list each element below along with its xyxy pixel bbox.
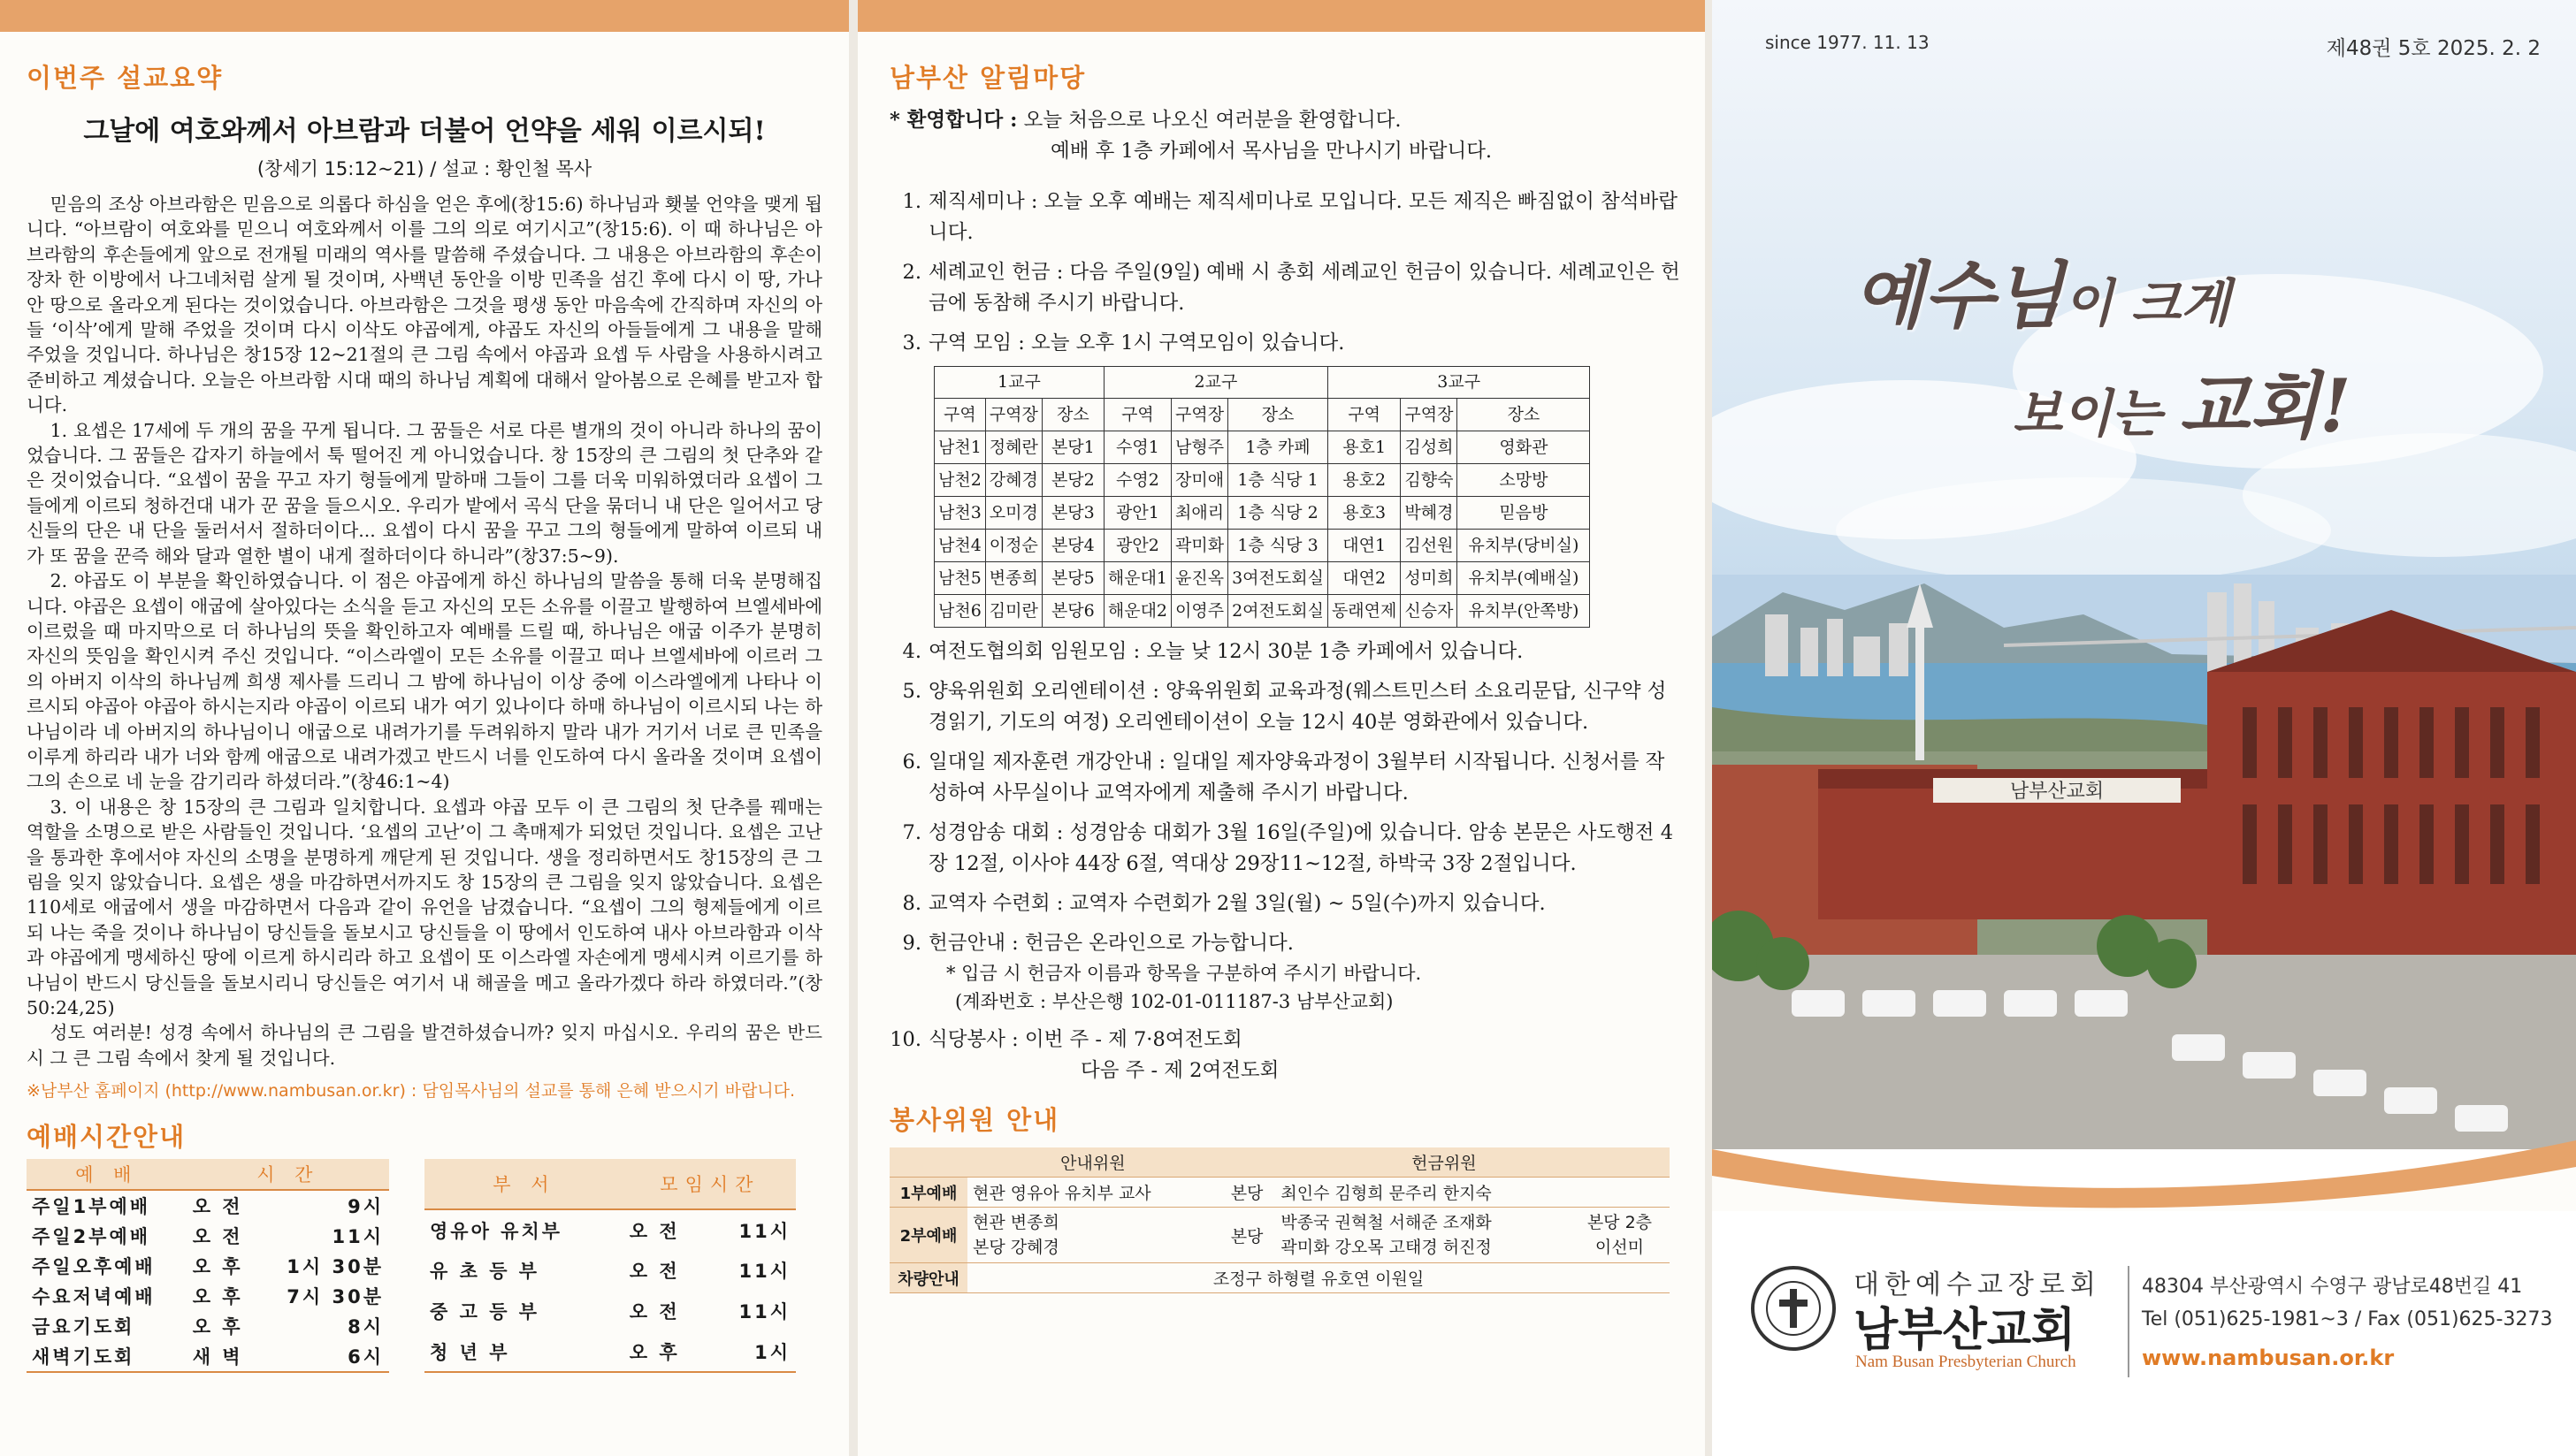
offering-names: 곽미화 강오목 고태경 허진정 <box>1280 1238 1492 1257</box>
column-header: 구역장 <box>1172 399 1228 431</box>
table-row <box>424 1250 796 1291</box>
sermon-paragraph: 1. 요셉은 17세에 두 개의 꿈을 꾸게 됩니다. 그 꿈들은 서로 다른 별개의 것이 아니라 하나의 꿈이었습니다. 그 꿈들은 갑자기 하늘에서 툭 떨어진 게 아니었습니다. 창 15장의 큰 그림의 첫 단추와 같은 것이었습니다. “요셉이 꿈을 꾸고 자기 형들에게 말하매 그들이 그를 더욱 미워하였더라 요셉이 그들에게 이르되 청하건대 내가 꾼 꿈을 들으시오. 우리가 밭에서 곡식 단을 묶더니 내 단은 일어서고 당신들의 단은 내 단을 둘러서서 절하더이다... 요셉이 다시 꿈을 꾸고 그의 형들에게 말하여 이르되 내가 또 꿈을 꾼즉 해와 달과 열한 별이 내게 절하더이다 하니라”(창37:5~9). <box>27 419 822 567</box>
table-cell: 곽미화 <box>1172 530 1228 562</box>
usher-names: 본당 강혜경 <box>973 1238 1059 1257</box>
column-header: 구역 <box>1327 399 1400 431</box>
church-phone: Tel (051)625-1981~3 / Fax (051)625-3273 <box>2142 1308 2553 1330</box>
notice-text: 교역자 수련회가 2월 3일(월) ~ 5일(수)까지 있습니다. <box>1069 892 1546 915</box>
notice-item <box>890 676 1680 738</box>
offering-extra: 본당 2층 <box>1586 1213 1653 1232</box>
notice-text: 성경암송 대회가 3월 16일(주일)에 있습니다. 암송 본문은 사도행전 4장 12절, 이사야 44장 6절, 역대상 29장11~12절, 하박국 3장 2절입니다. <box>929 821 1674 875</box>
table-cell: 광안2 <box>1104 530 1171 562</box>
table-cell: 수영2 <box>1104 464 1171 497</box>
slogan-line-2 <box>2013 349 2351 453</box>
table-cell: 남천3 <box>935 497 986 530</box>
top-color-band <box>0 0 849 32</box>
table-header: 부 서 <box>424 1159 624 1209</box>
table-row <box>424 1291 796 1331</box>
department-time: 11시 <box>738 1261 791 1283</box>
table-cell: 신승자 <box>1401 595 1457 628</box>
issue-date: 제48권 5호 2025. 2. 2 <box>2326 37 2541 60</box>
row-label: 2부예배 <box>890 1208 967 1263</box>
notice-number: 7. <box>902 821 921 844</box>
notice-number: 1. <box>902 190 921 213</box>
column-header: 구역장 <box>1401 399 1457 431</box>
welcome-notice <box>890 105 1680 167</box>
notice-label: 일대일 제자훈련 개강안내 : <box>929 751 1166 774</box>
table-cell: 유치부(당비실) <box>1457 530 1590 562</box>
fold-line <box>849 0 858 1456</box>
column-header: 구역 <box>935 399 986 431</box>
servers-section-title: 봉사위원 안내 <box>890 1105 1060 1135</box>
department-name: 영유아 유치부 <box>430 1220 563 1242</box>
table-cell: 본당5 <box>1042 562 1104 595</box>
table-cell: 남천1 <box>935 431 986 464</box>
table-cell: 박혜경 <box>1401 497 1457 530</box>
sermon-reference: (창세기 15:12~21) / 설교 : 황인철 목사 <box>256 158 592 179</box>
notice-label: 세례교인 헌금 : <box>929 261 1064 284</box>
usher-names: 현관 영유아 유치부 교사 <box>967 1178 1219 1208</box>
column-header: 장소 <box>1228 399 1328 431</box>
offering-note: * 입금 시 헌금자 이름과 항목을 구분하여 주시기 바랍니다. <box>946 963 1422 984</box>
notice-number: 10. <box>890 1028 921 1051</box>
worship-section-title: 예배시간안내 <box>27 1122 187 1153</box>
table-cell: 김선원 <box>1401 530 1457 562</box>
notice-label: 성경암송 대회 : <box>929 821 1064 844</box>
sermon-paragraph: 믿음의 조상 아브라함은 믿음으로 의롭다 하심을 얻은 후에(창15:6) 하나님과 횃불 언약을 맺게 됩니다. “아브람이 여호와를 믿으니 여호와께서 이를 그의 의로 여기시고”(창15:6). 이 때 하나님은 아브라함의 후손들에게 앞으로 전개될 미래의 역사를 말씀해 주셨습니다. 그 내용은 아브라함의 후손이 장차 한 이방에서 나그네처럼 살게 될 것이며, 사백년 동안을 이방 민족을 섬긴 후에 다시 이 땅, 가나안 땅으로 올라오게 된다는 것이었습니다. 아브라함은 그것을 평생 동안 마음속에 간직하며 자신의 아들 ‘이삭’에게 말해 주었을 것이며 다시 이삭도 야곱에게, 야곱도 자신의 아들들에게 그 내용을 말해 주었을 것입니다. 하나님은 창15장 12~21절의 큰 그림 속에서 야곱과 요셉 두 사람을 사용하시려고 준비하고 계셨습니다. 오늘은 아브라함 시대 때의 하나님 계획에 대해서 알아봄으로 은혜를 받고자 합니다. <box>27 194 822 416</box>
usher-names: 현관 변종희 <box>973 1213 1059 1232</box>
parish-header: 3교구 <box>1327 367 1589 399</box>
notices-list <box>890 105 1680 1086</box>
notice-item <box>890 328 1680 359</box>
table-cell: 수영1 <box>1104 431 1171 464</box>
service-period: 오 후 <box>192 1316 243 1338</box>
notices-section-title: 남부산 알림마당 <box>890 63 1087 93</box>
service-time: 11시 <box>332 1226 384 1248</box>
kitchen-next-week: 다음 주 - 제 2여전도회 <box>1081 1059 1280 1082</box>
notice-text: 양육위원회 교육과정(웨스트민스터 소요리문답, 신구약 성경읽기, 기도의 여정) 오리엔테이션이 오늘 12시 40분 영화관에서 있습니다. <box>929 680 1667 734</box>
table-cell: 영화관 <box>1457 431 1590 464</box>
notice-text: 다음 주일(9일) 예배 시 총회 세례교인 헌금이 있습니다. 세례교인은 헌금에 동참해 주시기 바랍니다. <box>929 261 1680 315</box>
table-row <box>935 530 1590 562</box>
table-cell: 유치부(예배실) <box>1457 562 1590 595</box>
slogan-text: 이 크게 <box>2063 273 2230 333</box>
parish-header: 2교구 <box>1104 367 1327 399</box>
notice-number: 4. <box>902 640 921 663</box>
department-name: 중 고 등 부 <box>430 1301 540 1323</box>
table-row <box>27 1311 389 1341</box>
department-period: 오 전 <box>629 1301 680 1323</box>
table-header: 모임시간 <box>624 1159 796 1209</box>
table-cell: 김향숙 <box>1401 464 1457 497</box>
church-website[interactable]: www.nambusan.or.kr <box>2142 1345 2395 1370</box>
table-cell: 1층 식당 3 <box>1228 530 1328 562</box>
church-seal-icon <box>1749 1264 1838 1353</box>
notice-label: 식당봉사 : <box>929 1028 1019 1051</box>
table-row <box>890 1178 1670 1208</box>
welcome-text-2: 예배 후 1층 카페에서 목사님을 만나시기 바랍니다. <box>1051 140 1493 163</box>
department-name: 유 초 등 부 <box>430 1261 540 1283</box>
table-cell: 3여전도회실 <box>1228 562 1328 595</box>
table-cell: 본당2 <box>1042 464 1104 497</box>
notice-item <box>890 818 1680 880</box>
table-cell: 대연2 <box>1327 562 1400 595</box>
table-cell: 정혜란 <box>985 431 1042 464</box>
parish-header: 1교구 <box>935 367 1105 399</box>
offering-place: 본당 <box>1219 1178 1276 1208</box>
table-row <box>935 595 1590 628</box>
notice-number: 8. <box>902 892 921 915</box>
service-period: 오 전 <box>192 1226 243 1248</box>
service-name: 주일2부예배 <box>32 1226 151 1248</box>
table-cell: 해운대1 <box>1104 562 1171 595</box>
sermon-section-title: 이번주 설교요약 <box>27 63 224 93</box>
table-row <box>27 1221 389 1251</box>
service-time: 6시 <box>260 1341 389 1372</box>
worship-time-table <box>27 1159 389 1373</box>
table-cell: 광안1 <box>1104 497 1171 530</box>
slogan-emphasis: 예수님 <box>1854 254 2064 339</box>
notice-number: 2. <box>902 261 921 284</box>
sermon-column <box>0 32 849 1456</box>
welcome-label: * 환영합니다 : <box>890 109 1018 132</box>
table-cell: 오미경 <box>985 497 1042 530</box>
table-cell: 동래연제 <box>1327 595 1400 628</box>
department-time: 11시 <box>738 1220 791 1242</box>
slogan-emphasis: 교회! <box>2179 364 2351 449</box>
servers-table <box>890 1147 1670 1293</box>
service-name: 주일1부예배 <box>32 1196 151 1218</box>
bank-account: (계좌번호 : 부산은행 102-01-011187-3 남부산교회) <box>955 991 1394 1012</box>
notice-label: 구역 모임 : <box>929 332 1025 354</box>
row-label: 차량안내 <box>890 1263 967 1293</box>
notice-label: 교역자 수련회 : <box>929 892 1064 915</box>
homepage-note: ※남부산 홈페이지 (http://www.nambusan.or.kr) : 담임목사님의 설교를 통해 은혜 받으시기 바랍니다. <box>27 1081 796 1102</box>
table-cell: 용호1 <box>1327 431 1400 464</box>
table-cell: 2여전도회실 <box>1228 595 1328 628</box>
church-name-english: Nam Busan Presbyterian Church <box>1855 1353 2076 1371</box>
notice-text: 오늘 오후 1시 구역모임이 있습니다. <box>1030 332 1345 354</box>
building-sign: 남부산교회 <box>2009 781 2105 803</box>
table-cell: 본당1 <box>1042 431 1104 464</box>
notice-text: 이번 주 - 제 7·8여전도회 <box>1024 1028 1242 1051</box>
table-cell: 용호3 <box>1327 497 1400 530</box>
sermon-paragraph: 성도 여러분! 성경 속에서 하나님의 큰 그림을 발견하셨습니까? 잊지 마십시오. 우리의 꿈은 반드시 그 큰 그림 속에서 찾게 될 것입니다. <box>27 1022 822 1069</box>
worship-tables <box>27 1159 822 1373</box>
table-row <box>27 1281 389 1311</box>
table-cell: 이정순 <box>985 530 1042 562</box>
table-cell: 대연1 <box>1327 530 1400 562</box>
table-cell: 변종희 <box>985 562 1042 595</box>
table-cell: 김미란 <box>985 595 1042 628</box>
notice-item <box>890 257 1680 319</box>
service-name: 주일오후예배 <box>32 1256 156 1278</box>
notice-number: 9. <box>902 932 921 955</box>
top-color-band <box>856 0 1712 32</box>
table-cell: 장미애 <box>1172 464 1228 497</box>
row-label: 1부예배 <box>890 1178 967 1208</box>
table-cell: 해운대2 <box>1104 595 1171 628</box>
table-row <box>935 562 1590 595</box>
department-period: 오 전 <box>629 1220 680 1242</box>
sermon-paragraph: 3. 이 내용은 창 15장의 큰 그림과 일치합니다. 요셉과 야곱 모두 이 큰 그림의 첫 단추를 꿰매는 역할을 소명으로 받은 사람들인 것입니다. ‘요셉의 고난’이 그 촉매제가 되었던 것입니다. 요셉은 고난을 통과한 후에서야 자신의 소명을 분명하게 깨닫게 된 것입니다. 생을 정리하면서도 창15장의 큰 그림을 잊지 않았습니다. 요셉은 생을 마감하면서까지도 창 15장의 큰 그림을 잊지 않았습니다. 요셉은 110세로 애굽에서 생을 마감하면서 다음과 같이 유언을 남겼습니다. “요셉이 그의 형제들에게 이르되 나는 죽을 것이나 하나님이 당신들을 돌보시고 당신들을 이 땅에서 인도하여 내사 아브라함과 이삭과 야곱에게 맹세하신 땅에 이르게 하시리라 하고 요셉이 또 이스라엘 자손에게 맹세시켜 이르기를 하나님이 반드시 당신들을 돌보시리니 당신들은 여기서 내 해골을 메고 올라가겠다 하라 하였더라.”(창50:24,25) <box>27 796 822 1018</box>
table-cell: 본당6 <box>1042 595 1104 628</box>
table-row <box>27 1341 389 1372</box>
table-cell: 남형주 <box>1172 431 1228 464</box>
table-row <box>935 431 1590 464</box>
notice-text: 일대일 제자양육과정이 3월부터 시작됩니다. 신청서를 작성하여 사무실이나 교역자에게 제출해 주시기 바랍니다. <box>929 751 1665 804</box>
table-row <box>27 1251 389 1281</box>
table-header: 시 간 <box>187 1159 389 1190</box>
table-cell: 윤진옥 <box>1172 562 1228 595</box>
table-row <box>890 1208 1670 1263</box>
notice-number: 5. <box>902 680 921 703</box>
notice-item <box>890 888 1680 919</box>
church-footer <box>1712 1185 2576 1456</box>
table-cell: 소망방 <box>1457 464 1590 497</box>
table-header: 헌금위원 <box>1219 1147 1670 1178</box>
service-name: 수요저녁예배 <box>32 1286 156 1308</box>
notice-label: 여전도협의회 임원모임 : <box>929 640 1141 663</box>
table-header <box>890 1147 967 1178</box>
service-name: 새벽기도회 <box>27 1341 187 1372</box>
service-period: 새 벽 <box>187 1341 261 1372</box>
table-cell: 남천5 <box>935 562 986 595</box>
column-header: 구역장 <box>985 399 1042 431</box>
table-row <box>27 1190 389 1221</box>
service-time: 9시 <box>348 1196 384 1218</box>
offering-names: 박종국 권혁철 서해준 조재화 <box>1280 1213 1492 1232</box>
church-name: 남부산교회 <box>1854 1304 2076 1357</box>
service-period: 오 후 <box>192 1256 243 1278</box>
sermon-title: 그날에 여호와께서 아브람과 더불어 언약을 세워 이르시되! <box>83 116 766 147</box>
table-cell: 김성희 <box>1401 431 1457 464</box>
divider <box>2128 1266 2129 1377</box>
notice-item <box>890 187 1680 248</box>
table-cell: 믿음방 <box>1457 497 1590 530</box>
table-cell: 1층 식당 1 <box>1228 464 1328 497</box>
department-name: 청 년 부 <box>424 1331 624 1372</box>
table-cell: 성미희 <box>1401 562 1457 595</box>
table-cell: 용호2 <box>1327 464 1400 497</box>
service-period: 오 전 <box>192 1196 243 1218</box>
service-name: 금요기도회 <box>32 1316 135 1338</box>
table-cell: 1층 식당 2 <box>1228 497 1328 530</box>
column-header: 장소 <box>1457 399 1590 431</box>
table-row <box>890 1263 1670 1293</box>
offering-extra: 이선미 <box>1594 1238 1644 1257</box>
table-row <box>935 464 1590 497</box>
department-time: 11시 <box>738 1301 791 1323</box>
notice-label: 양육위원회 오리엔테이션 : <box>929 680 1159 703</box>
table-cell: 유치부(안쪽방) <box>1457 595 1590 628</box>
offering-names: 최인수 김형희 문주리 한지숙 <box>1275 1178 1670 1208</box>
notice-text: 오늘 오후 예배는 제직세미나로 모입니다. 모든 제직은 빠짐없이 참석바랍니다. <box>929 190 1678 244</box>
notice-item <box>890 747 1680 809</box>
notice-item <box>890 928 1680 1016</box>
denomination-name: 대한예수교장로회 <box>1854 1269 2101 1300</box>
notices-column <box>860 32 1710 1456</box>
service-time: 8시 <box>348 1316 384 1338</box>
column-header: 구역 <box>1104 399 1171 431</box>
slogan-text: 보이는 <box>2013 384 2180 444</box>
table-cell: 본당4 <box>1042 530 1104 562</box>
notice-label: 제직세미나 : <box>929 190 1038 213</box>
service-period: 오 후 <box>192 1286 243 1308</box>
notice-item <box>890 637 1680 667</box>
notice-label: 헌금안내 : <box>929 932 1019 955</box>
offering-place: 본당 <box>1219 1208 1276 1263</box>
notice-number: 6. <box>902 751 921 774</box>
welcome-text: 오늘 처음으로 나오신 여러분을 환영합니다. <box>1023 109 1402 132</box>
table-cell: 남천6 <box>935 595 986 628</box>
driver-names: 조정구 하형렬 유호연 이원일 <box>967 1263 1670 1293</box>
notice-number: 3. <box>902 332 921 354</box>
notice-item <box>890 1025 1680 1086</box>
department-period: 오 후 <box>624 1331 709 1372</box>
table-row <box>935 497 1590 530</box>
church-photo <box>1712 575 2576 1149</box>
table-cell: 강혜경 <box>985 464 1042 497</box>
since-date: since 1977. 11. 13 <box>1765 32 1930 53</box>
department-time: 1시 <box>709 1331 796 1372</box>
notice-text: 헌금은 온라인으로 가능합니다. <box>1024 932 1294 955</box>
table-cell: 남천2 <box>935 464 986 497</box>
service-time: 1시 30분 <box>287 1256 384 1278</box>
church-address: 48304 부산광역시 수영구 광남로48번길 41 <box>2142 1276 2523 1298</box>
table-header: 예 배 <box>27 1159 187 1190</box>
group-meeting-table <box>934 366 1590 628</box>
table-cell: 본당3 <box>1042 497 1104 530</box>
notice-text: 오늘 낮 12시 30분 1층 카페에서 있습니다. <box>1146 640 1524 663</box>
table-row <box>424 1209 796 1250</box>
sermon-body <box>27 192 822 1071</box>
table-cell: 최애리 <box>1172 497 1228 530</box>
slogan-line-1 <box>1854 239 2230 342</box>
service-time: 7시 30분 <box>287 1286 384 1308</box>
table-header: 안내위원 <box>967 1147 1219 1178</box>
department-period: 오 전 <box>629 1261 680 1283</box>
sermon-paragraph: 2. 야곱도 이 부분을 확인하였습니다. 이 점은 야곱에게 하신 하나님의 말씀을 통해 더욱 분명해집니다. 야곱은 요셉이 애굽에 살아있다는 소식을 듣고 자신의 모든 소유를 이끌고 발행하여 브엘세바에 이르렀을 때 마지막으로 더 하나님의 뜻을 확인하고자 예배를 드릴 때, 하나님은 애굽 이주가 분명히 자신의 뜻임을 확인시켜 주신 것입니다. “이스라엘이 모든 소유를 이끌고 떠나 브엘세바에 이르러 그의 아버지 이삭의 하나님께 희생 제사를 드리니 그 밤에 하나님이 이상 중에 이스라엘에게 나타나 이르시되 야곱아 야곱아 하시는지라 야곱이 이르되 내가 여기 있나이다 하매 하나님이 이르시되 나는 하나님이라 네 아버지의 하나님이니 애굽으로 내려가기를 두려워하지 말라 내가 거기서 너로 큰 민족을 이루게 하리라 내가 너와 함께 애굽으로 내려가겠고 반드시 너를 인도하여 다시 올라올 것이며 요셉이 그의 손으로 네 눈을 감기리라 하셨더라.”(창46:1~4) <box>27 570 822 793</box>
column-header: 장소 <box>1042 399 1104 431</box>
department-time-table <box>424 1159 796 1373</box>
table-cell: 남천4 <box>935 530 986 562</box>
table-row <box>424 1331 796 1372</box>
table-cell: 1층 카페 <box>1228 431 1328 464</box>
table-cell: 이영주 <box>1172 595 1228 628</box>
